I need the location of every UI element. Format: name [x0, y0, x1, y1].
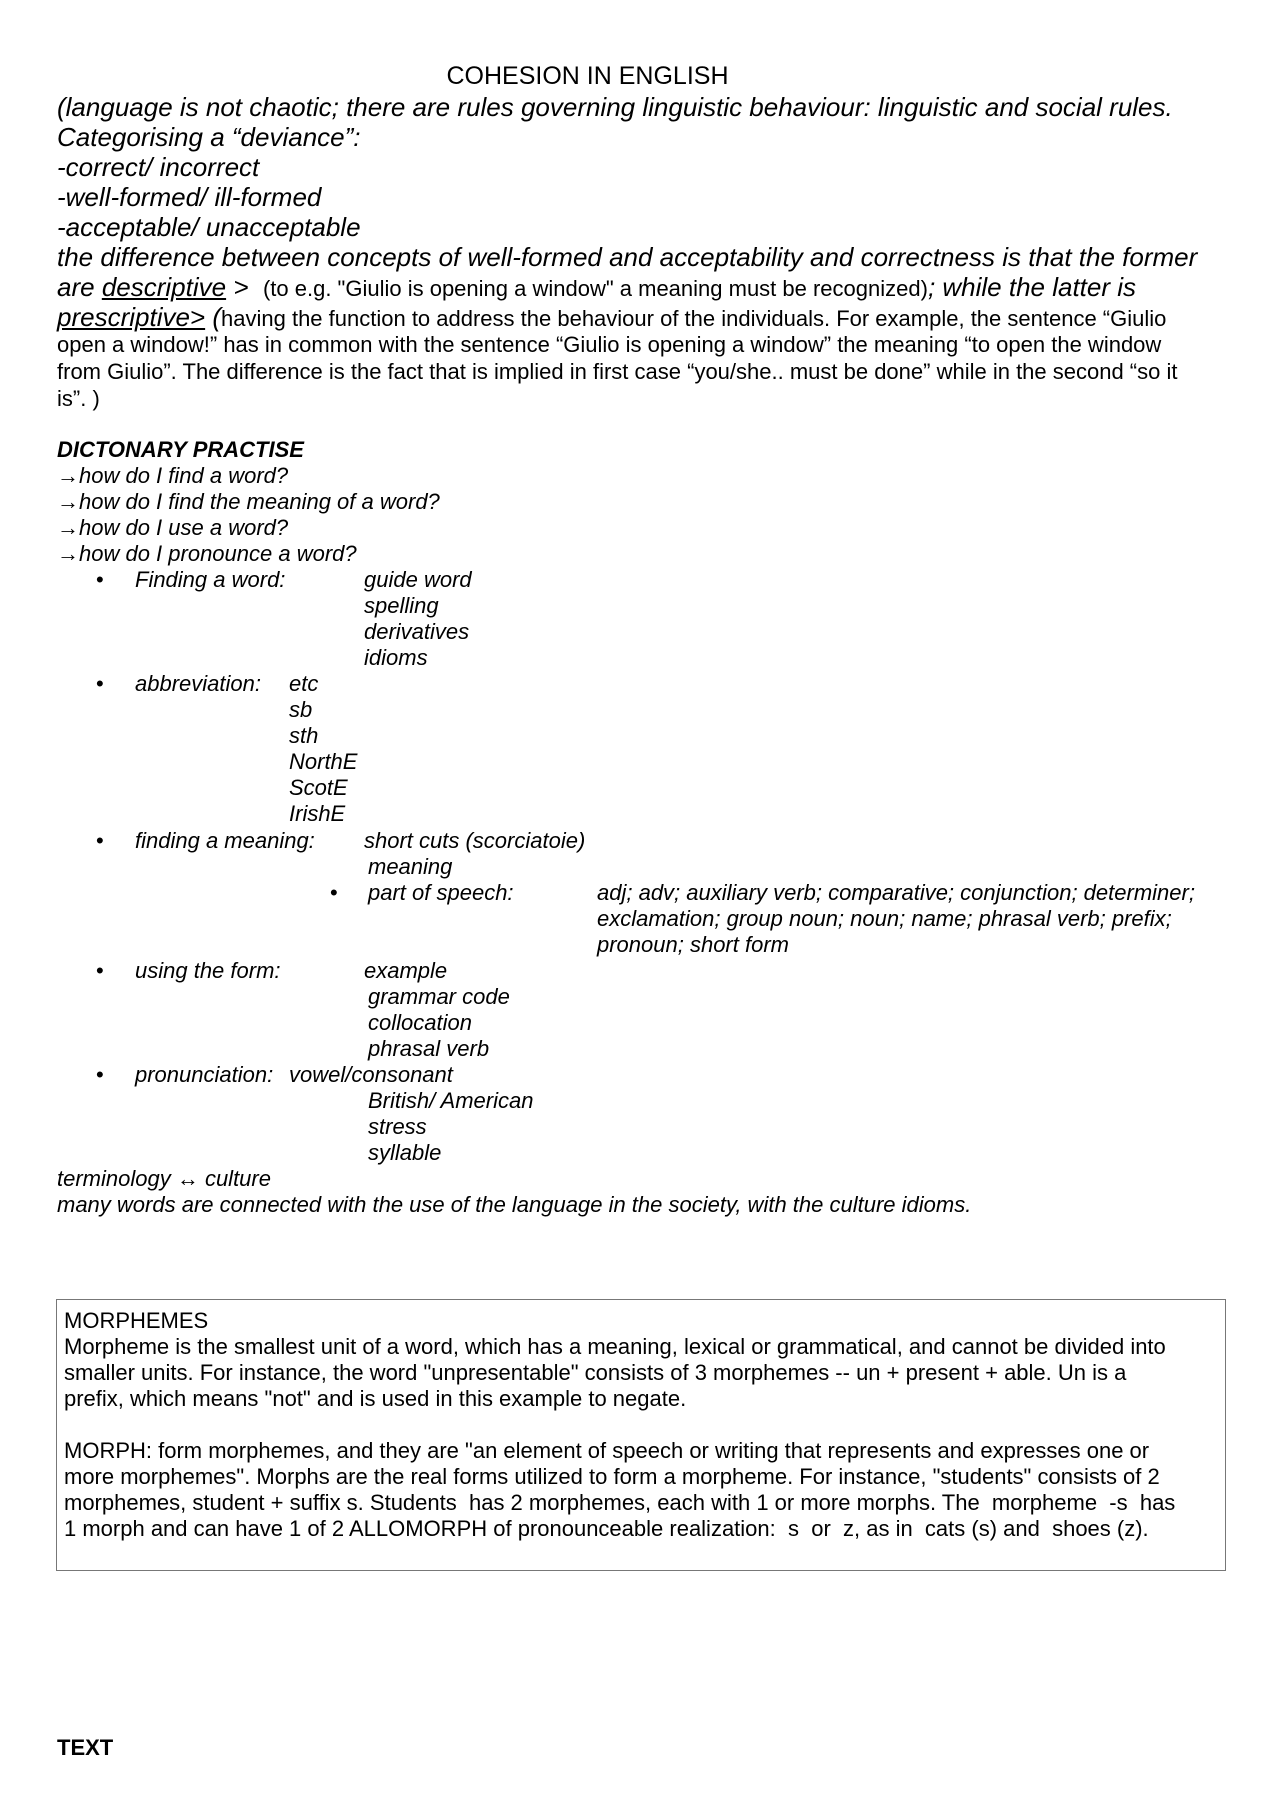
question-4: →how do I pronounce a word? [57, 541, 357, 566]
question-3: →how do I use a word? [57, 515, 289, 540]
morphemes-box [56, 1299, 1226, 1571]
descriptive-term: descriptive [101, 272, 227, 302]
finding-meaning-item: short cuts (scorciatoie) [364, 828, 586, 853]
dictionary-heading: DICTONARY PRACTISE [57, 437, 304, 462]
finding-meaning-label: finding a meaning: [135, 828, 315, 853]
morphemes-heading: MORPHEMES [64, 1308, 209, 1333]
using-form-item: grammar code [368, 984, 510, 1009]
morph-paragraph-line: more morphemes". Morphs are the real forms utilized to form a morpheme. For instance, "students" consists of 2 [64, 1464, 1160, 1489]
text-heading: TEXT [57, 1735, 114, 1760]
abbreviation-item: IrishE [289, 801, 346, 826]
part-of-speech-list: pronoun; short form [597, 932, 789, 957]
intro-line-1: (language is not chaotic; there are rules governing linguistic behaviour: linguistic and social rules. [57, 92, 1173, 122]
pronunciation-label: pronunciation: [135, 1062, 274, 1087]
pronunciation-item: stress [368, 1114, 427, 1139]
prescriptive-term: prescriptive> [57, 302, 206, 332]
terminology-line: terminology ↔ culture [57, 1166, 271, 1191]
using-form-item: phrasal verb [368, 1036, 490, 1061]
finding-word-item: derivatives [364, 619, 470, 644]
question-1: →how do I find a word? [57, 463, 289, 488]
question-2: →how do I find the meaning of a word? [57, 489, 440, 514]
part-of-speech-list: exclamation; group noun; noun; name; phrasal verb; prefix; [597, 906, 1172, 931]
pronunciation-item: British/ American [368, 1088, 534, 1113]
abbreviation-item: sth [289, 723, 319, 748]
bullet-icon: • [96, 567, 104, 592]
finding-word-label: Finding a word: [135, 567, 286, 592]
part-of-speech-list: adj; adv; auxiliary verb; comparative; conjunction; determiner; [597, 880, 1195, 905]
intro-line-6: the difference between concepts of well-formed and acceptability and correctness is that the former [57, 242, 1198, 272]
intro-line-5: -acceptable/ unacceptable [57, 212, 361, 242]
bullet-icon: • [96, 828, 104, 853]
abbreviation-item: sb [289, 697, 313, 722]
using-form-label: using the form: [135, 958, 281, 983]
using-form-item: collocation [368, 1010, 472, 1035]
finding-word-item: guide word [364, 567, 472, 592]
morph-paragraph-line: morphemes, student + suffix s. Students has 2 morphemes, each with 1 or more morphs. The morpheme -s has [64, 1490, 1176, 1515]
bullet-icon: • [330, 880, 338, 905]
intro-gt: > [226, 272, 263, 302]
intro-line-11: is”. ) [57, 386, 100, 411]
intro-line-4: -well-formed/ ill-formed [57, 182, 322, 212]
abbreviation-label: abbreviation: [135, 671, 261, 696]
bullet-icon: • [96, 1062, 104, 1087]
abbreviation-item: ScotE [289, 775, 348, 800]
prescriptive-explanation: having the function to address the behaviour of the individuals. For example, the sentence “Giulio [221, 306, 1167, 331]
bullet-icon: • [96, 671, 104, 696]
bullet-icon: • [96, 958, 104, 983]
intro-latter: ; while the latter is [927, 272, 1137, 302]
intro-line-3: -correct/ incorrect [57, 152, 260, 182]
intro-paren: ( [205, 302, 222, 332]
descriptive-example: (to e.g. "Giulio is opening a window" a meaning must be recognized) [262, 276, 928, 301]
morpheme-paragraph-line: smaller units. For instance, the word "unpresentable" consists of 3 morphemes -- un + present + able. Un is a [64, 1360, 1127, 1385]
intro-line-8 [57, 302, 1166, 333]
morph-paragraph-line: 1 morph and can have 1 of 2 ALLOMORPH of pronounceable realization: s or z, as in cats (s) and shoes (z). [64, 1516, 1149, 1541]
pronunciation-item: vowel/consonant [289, 1062, 453, 1087]
culture-note: many words are connected with the use of the language in the society, with the culture idioms. [57, 1192, 972, 1217]
finding-meaning-item: meaning [368, 854, 453, 879]
intro-line-2: Categorising a “deviance”: [57, 122, 361, 152]
morpheme-paragraph-line: prefix, which means "not" and is used in this example to negate. [64, 1386, 687, 1411]
intro-line-7 [57, 272, 1136, 303]
intro-are: are [57, 272, 102, 302]
abbreviation-item: etc [289, 671, 319, 696]
intro-line-10: from Giulio”. The difference is the fact that is implied in first case “you/she.. must be done” while in the second “so it [57, 359, 1178, 384]
morph-paragraph-line: MORPH: form morphemes, and they are "an element of speech or writing that represents and expresses one or [64, 1438, 1150, 1463]
page-title: COHESION IN ENGLISH [446, 62, 729, 90]
pronunciation-item: syllable [368, 1140, 442, 1165]
finding-word-item: idioms [364, 645, 428, 670]
using-form-item: example [364, 958, 448, 983]
finding-word-item: spelling [364, 593, 439, 618]
abbreviation-item: NorthE [289, 749, 358, 774]
part-of-speech-label: part of speech: [368, 880, 514, 905]
morpheme-paragraph-line: Morpheme is the smallest unit of a word, which has a meaning, lexical or grammatical, and cannot be divided into [64, 1334, 1166, 1359]
intro-line-9: open a window!” has in common with the sentence “Giulio is opening a window” the meaning “to open the window [57, 332, 1162, 357]
